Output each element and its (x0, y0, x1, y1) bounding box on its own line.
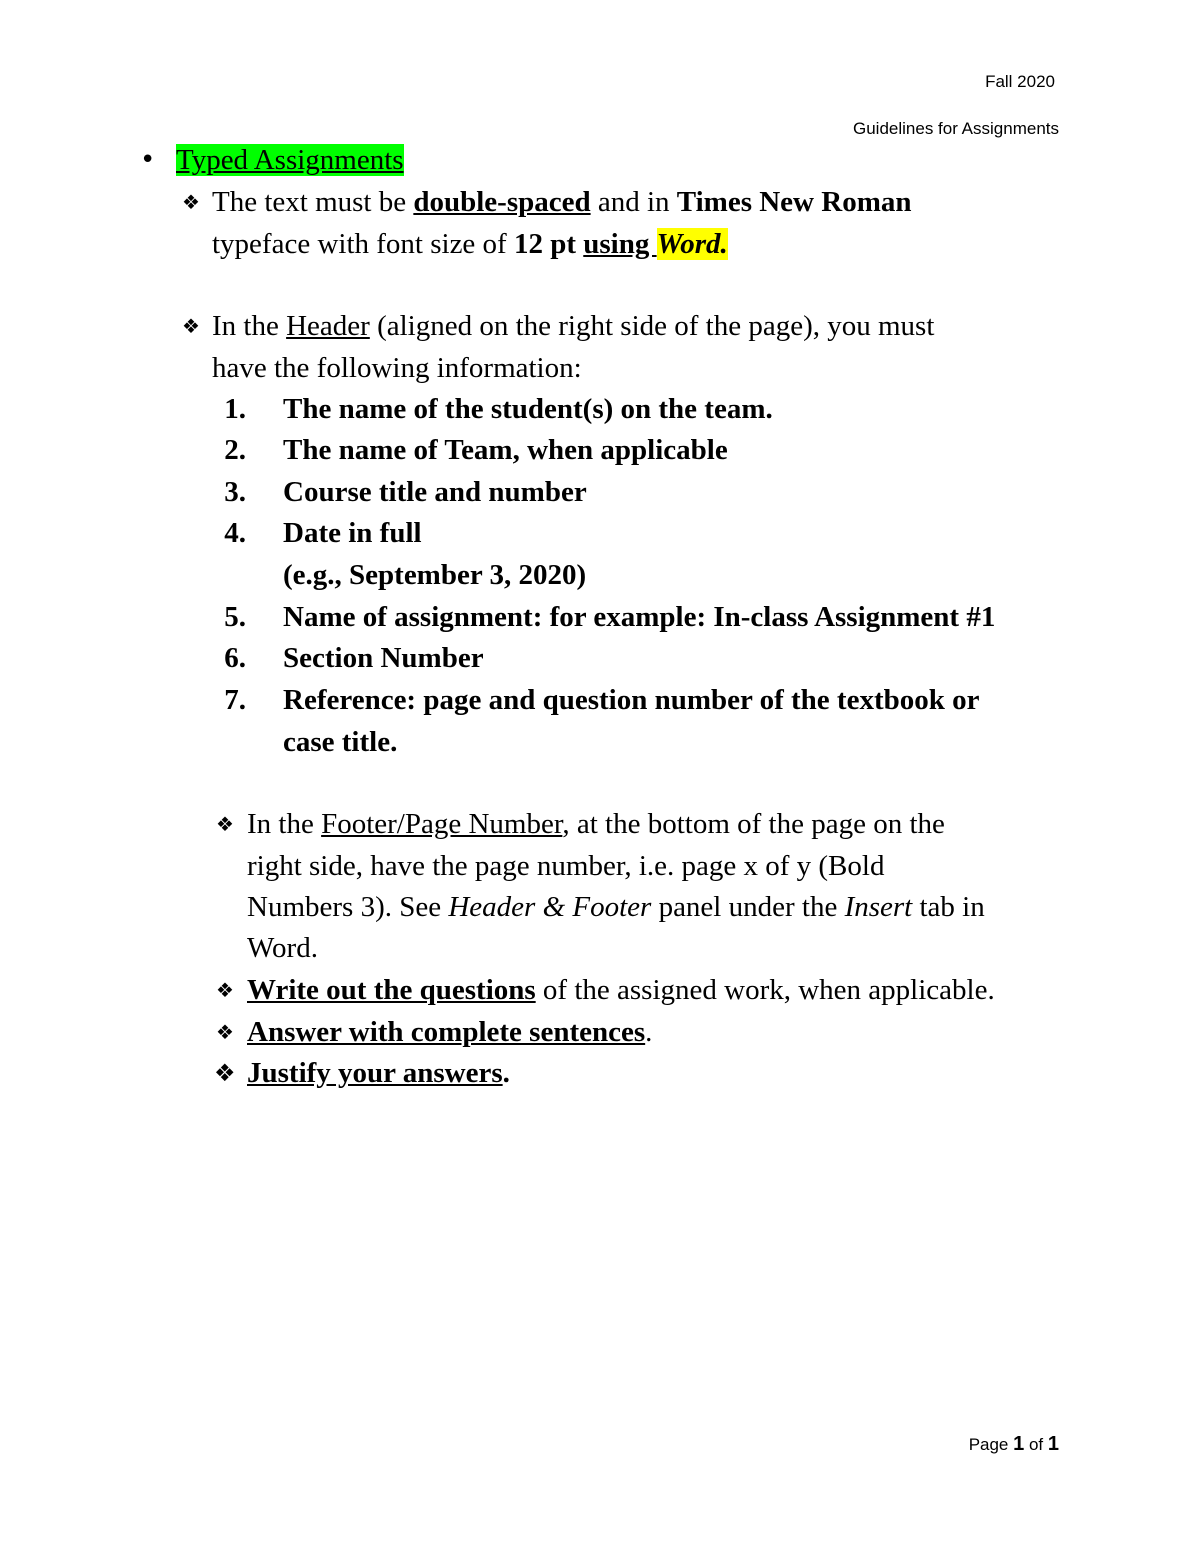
list-item-number: 5. (224, 601, 246, 633)
rule2-line2: have the following information: (212, 352, 582, 384)
rule3-header-footer: Header & Footer (448, 891, 652, 923)
rule1-double-spaced: double-spaced (413, 186, 591, 218)
rule6-text: . (502, 1057, 510, 1089)
rule6-justify-answers: Justify your answers (247, 1057, 503, 1089)
rule1-font-name: Times New Roman (676, 186, 912, 218)
diamond-bullet-icon: ❖ (182, 314, 200, 338)
rule4-text: of the assigned work, when applicable. (535, 974, 995, 1006)
list-item-number: 1. (224, 393, 246, 425)
rule2-header: Header (286, 310, 370, 342)
rule6-line (247, 1055, 510, 1091)
rule1-text: The text must be (212, 186, 414, 218)
rule3-text: panel under the (651, 891, 845, 923)
list-item-number: 4. (224, 517, 246, 549)
rule3-text: tab in (912, 891, 985, 923)
diamond-bullet-icon: ❖ (182, 190, 200, 214)
list-item: Section Number (283, 642, 484, 674)
footer-page-total: 1 (1047, 1433, 1059, 1455)
footer-page-current: 1 (1013, 1433, 1025, 1455)
section-heading-text: Typed Assignments (176, 144, 404, 176)
rule1-line2 (212, 226, 728, 262)
list-item-number: 3. (224, 476, 246, 508)
rule2-line1 (212, 308, 934, 344)
list-item-continued: (e.g., September 3, 2020) (283, 559, 587, 591)
rule1-line1 (212, 184, 911, 220)
rule1-word: Word. (656, 228, 728, 260)
rule3-line3 (247, 889, 985, 925)
footer-page-label: Page (968, 1435, 1014, 1454)
rule1-text: and in (590, 186, 677, 218)
diamond-bullet-icon: ❖ (216, 1020, 234, 1044)
diamond-bullet-icon: ❖ (216, 812, 234, 836)
header-date: Fall 2020 (985, 72, 1055, 91)
rule5-complete-sentences: Answer with complete sentences (247, 1016, 646, 1048)
rule1-font-size: 12 pt (513, 228, 577, 260)
rule2-text: (aligned on the right side of the page), you must (369, 310, 935, 342)
rule1-text: typeface with font size of (212, 228, 514, 260)
list-item-number: 6. (224, 642, 246, 674)
rule4-line (247, 972, 995, 1008)
rule4-write-questions: Write out the questions (247, 974, 536, 1006)
diamond-bullet-icon: ❖ (216, 978, 234, 1002)
rule3-text: , at the bottom of the page on the (562, 808, 945, 840)
list-item: The name of Team, when applicable (283, 434, 728, 466)
rule3-line2: right side, have the page number, i.e. page x of y (Bold (247, 850, 885, 882)
list-item-continued: case title. (283, 726, 398, 758)
rule3-footer-page-number: Footer/Page Number (321, 808, 563, 840)
rule3-text: In the (247, 808, 322, 840)
bullet-icon: • (140, 145, 156, 175)
rule3-text: Numbers 3). See (247, 891, 449, 923)
diamond-bullet-icon: ❖ (214, 1059, 236, 1087)
list-item-number: 2. (224, 434, 246, 466)
rule1-using: using (583, 228, 657, 260)
list-item: Course title and number (283, 476, 587, 508)
footer-page-number (969, 1433, 1059, 1456)
footer-of-label: of (1024, 1435, 1048, 1454)
header-title: Guidelines for Assignments (853, 119, 1059, 138)
rule3-line1 (247, 806, 945, 842)
list-item: Name of assignment: for example: In-class Assignment #1 (283, 601, 996, 633)
rule3-line4: Word. (247, 932, 318, 964)
rule3-insert: Insert (844, 891, 913, 923)
list-item-number: 7. (224, 684, 246, 716)
list-item: The name of the student(s) on the team. (283, 393, 773, 425)
rule5-text: . (645, 1016, 653, 1048)
rule5-line (247, 1014, 652, 1050)
rule2-text: In the (212, 310, 287, 342)
section-heading (176, 142, 404, 178)
list-item: Date in full (283, 517, 422, 549)
list-item: Reference: page and question number of the textbook or (283, 684, 980, 716)
